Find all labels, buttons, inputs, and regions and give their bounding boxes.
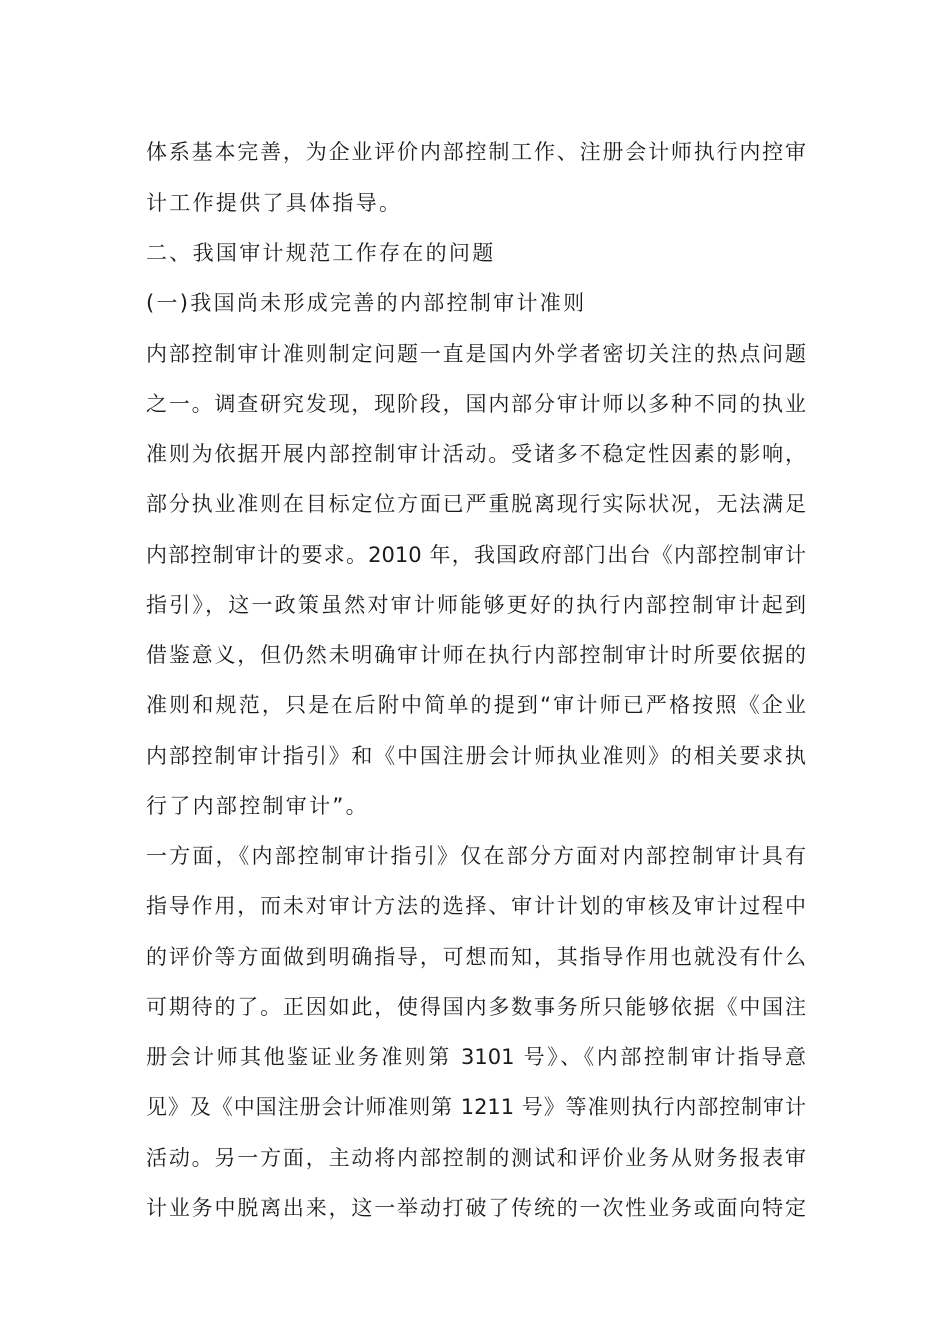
text-line-21: 活动。另一方面，主动将内部控制的测试和评价业务从财务报表审	[146, 1146, 806, 1170]
text-line-14: 行了内部控制审计”。	[146, 794, 369, 818]
subsection-heading: (一)我国尚未形成完善的内部控制审计准则	[146, 291, 587, 315]
text-line-22: 计业务中脱离出来，这一举动打破了传统的一次性业务或面向特定	[146, 1196, 806, 1220]
text-line-7: 准则为依据开展内部控制审计活动。受诸多不稳定性因素的影响，	[146, 442, 806, 466]
text-line-9: 内部控制审计的要求。2010 年，我国政府部门出台《内部控制审计	[146, 543, 806, 567]
text-line-13: 内部控制审计指引》和《中国注册会计师执业准则》的相关要求执	[146, 744, 806, 768]
section-heading: 二、我国审计规范工作存在的问题	[146, 241, 496, 265]
text-line-1: 体系基本完善，为企业评价内部控制工作、注册会计师执行内控审	[146, 140, 806, 164]
text-line-15: 一方面，《内部控制审计指引》仅在部分方面对内部控制审计具有	[146, 844, 806, 868]
text-line-12: 准则和规范，只是在后附中简单的提到“审计师已严格按照《企业	[146, 693, 806, 717]
text-line-2: 计工作提供了具体指导。	[146, 191, 403, 215]
text-line-5: 内部控制审计准则制定问题一直是国内外学者密切关注的热点问题	[146, 342, 806, 366]
text-line-19: 册会计师其他鉴证业务准则第 3101 号》、《内部控制审计指导意	[146, 1045, 806, 1069]
text-line-20: 见》及《中国注册会计师准则第 1211 号》等准则执行内部控制审计	[146, 1095, 806, 1119]
text-line-6: 之一。调查研究发现，现阶段，国内部分审计师以多种不同的执业	[146, 392, 806, 416]
text-line-16: 指导作用，而未对审计方法的选择、审计计划的审核及审计过程中	[146, 894, 806, 918]
text-line-10: 指引》，这一政策虽然对审计师能够更好的执行内部控制审计起到	[146, 593, 806, 617]
text-line-17: 的评价等方面做到明确指导，可想而知，其指导作用也就没有什么	[146, 945, 806, 969]
text-line-18: 可期待的了。正因如此，使得国内多数事务所只能够依据《中国注	[146, 995, 806, 1019]
text-line-8: 部分执业准则在目标定位方面已严重脱离现行实际状况，无法满足	[146, 492, 806, 516]
text-line-11: 借鉴意义，但仍然未明确审计师在执行内部控制审计时所要依据的	[146, 643, 806, 667]
